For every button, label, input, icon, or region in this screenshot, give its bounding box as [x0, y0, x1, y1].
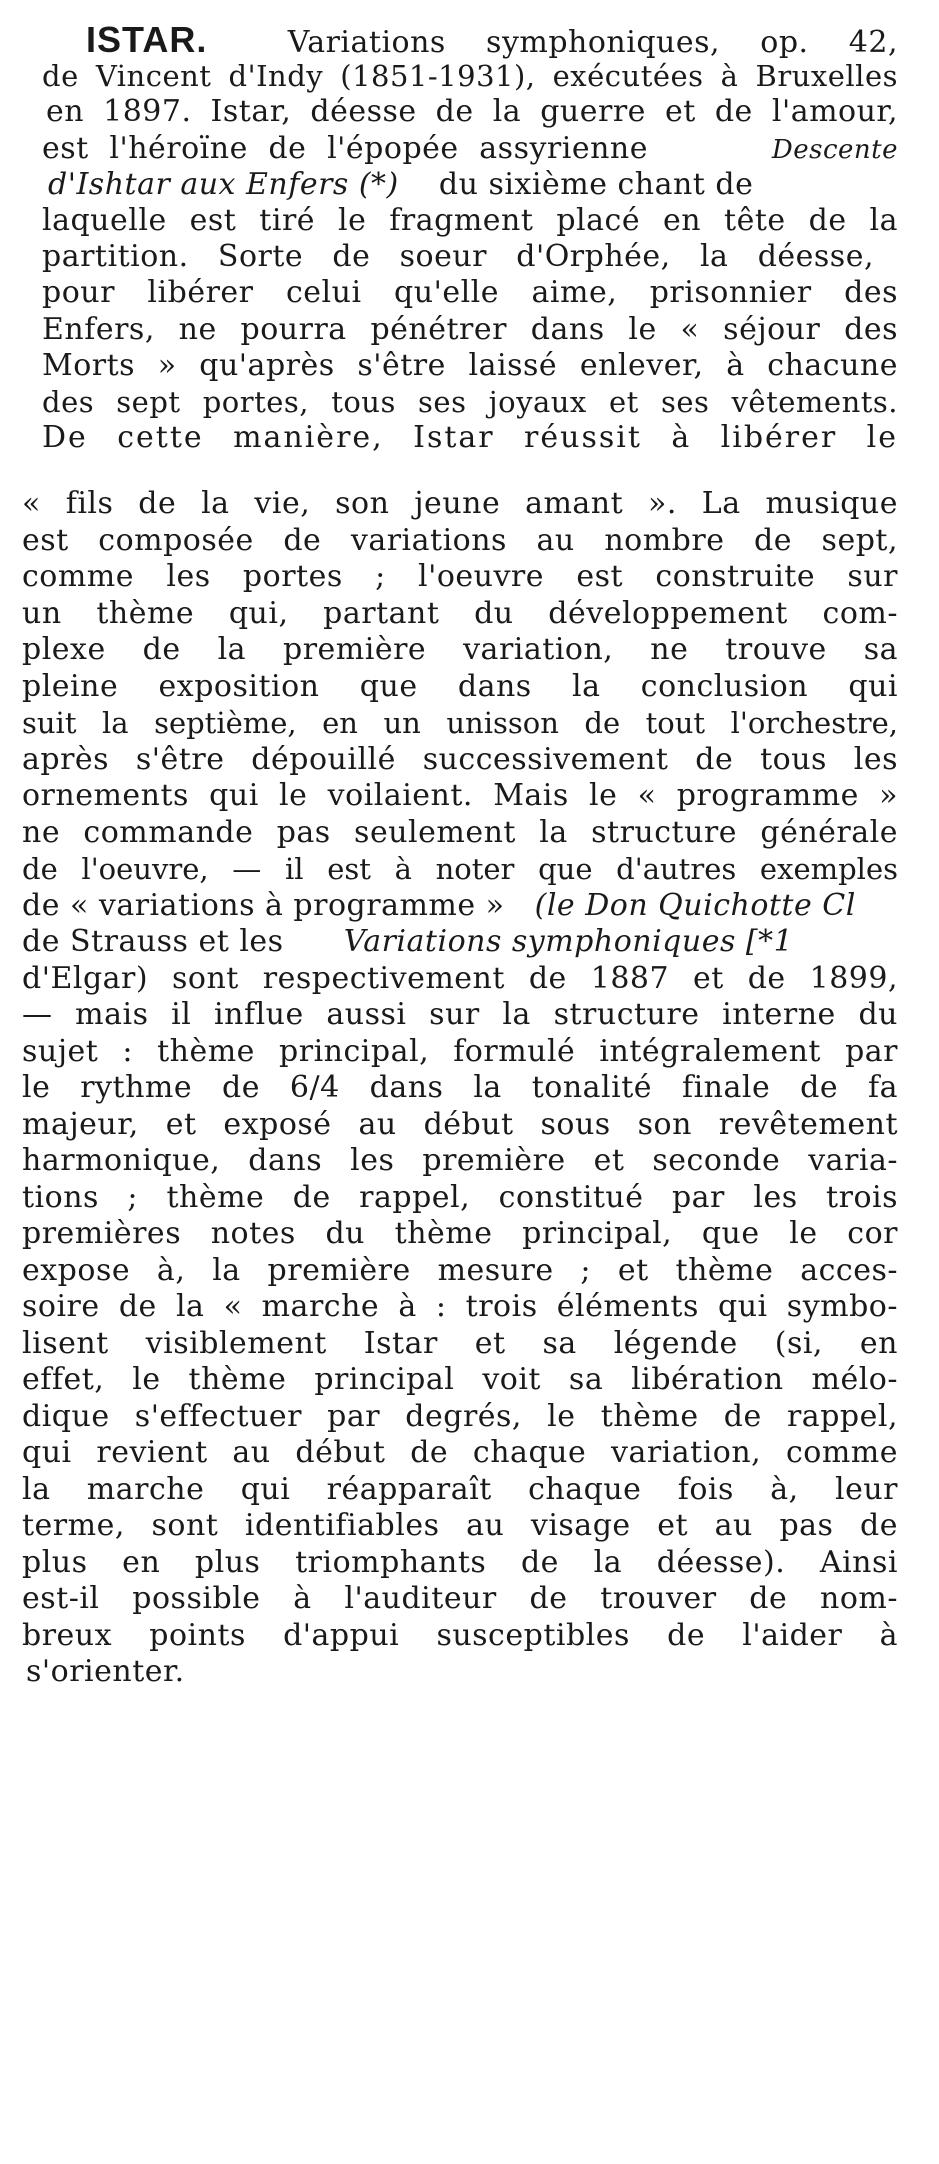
text-line: après s'être dépouillé successivement de tous les [22, 741, 898, 777]
text-line [22, 924, 898, 961]
text-line: — mais il influe aussi sur la structure interne du [22, 997, 898, 1032]
text-line: suit la septième, en un unisson de tout l'orchestre, [22, 706, 898, 740]
text-line [22, 888, 898, 925]
text-line: un thème qui, partant du développement com- [22, 595, 898, 631]
text-line: De cette manière, Istar réussit à libérer le [42, 420, 898, 456]
text-line: effet, le thème principal voit sa libération mélo- [22, 1362, 898, 1397]
text-line: Morts » qu'après s'être laissé enlever, à chacune [42, 347, 898, 383]
text-line: d'Elgar) sont respectivement de 1887 et de 1899, [22, 960, 898, 996]
text-line: ne commande pas seulement la structure générale [22, 814, 898, 850]
text-segment: de Strauss et les [22, 924, 284, 959]
text-line: terme, sont identifiables au visage et au pas de [22, 1508, 898, 1543]
italic-segment: (le Don Quichotte Cl [534, 887, 856, 923]
text-line: plus en plus triomphants de la déesse). Ainsi [22, 1544, 898, 1580]
text-line [42, 19, 898, 60]
text-line: le rythme de 6/4 dans la tonalité finale de fa [22, 1070, 898, 1105]
text-line: majeur, et exposé au début sous son revêtement [22, 1106, 898, 1142]
text-line: qui revient au début de chaque variation, comme [22, 1435, 898, 1470]
text-line: sujet : thème principal, formulé intégralement par [22, 1033, 898, 1069]
text-line: laquelle est tiré le fragment placé en tête de la [42, 202, 898, 238]
text-line: breux points d'appui susceptibles de l'aider à [22, 1617, 898, 1653]
text-line: la marche qui réapparaît chaque fois à, leur [22, 1471, 898, 1507]
text-line: expose à, la première mesure ; et thème acces- [22, 1252, 898, 1288]
text-line: lisent visiblement Istar et sa légende (si, en [22, 1325, 898, 1361]
text-line: pleine exposition que dans la conclusion qui [22, 668, 898, 704]
text-line [42, 167, 898, 203]
text-line: pour libérer celui qu'elle aime, prisonnier des [42, 275, 898, 311]
text-segment: du sixième chant de [438, 166, 754, 202]
text-line: soire de la « marche à : trois éléments qui symbo- [22, 1289, 898, 1324]
text-line: est composée de variations au nombre de sept, [22, 522, 898, 558]
text-line: premières notes du thème principal, que le cor [22, 1216, 898, 1251]
text-line: tions ; thème de rappel, constitué par les trois [22, 1179, 898, 1215]
headword: ISTAR. [86, 19, 208, 60]
paragraph-block-1 [42, 19, 898, 456]
text-line: harmonique, dans les première et seconde varia- [22, 1143, 898, 1178]
text-line: ornements qui le voilaient. Mais le « programme » [22, 778, 898, 813]
text-line: « fils de la vie, son jeune amant ». La musique [22, 486, 898, 521]
italic-segment: Descente [771, 134, 898, 165]
text-line: Enfers, ne pourra pénétrer dans le « séjour des [42, 311, 898, 347]
text-line: de Vincent d'Indy (1851-1931), exécutées à Bruxelles [42, 59, 898, 94]
text-line: des sept portes, tous ses joyaux et ses vêtements. [42, 384, 898, 419]
text-line [42, 131, 898, 167]
text-line: est-il possible à l'auditeur de trouver de nom- [22, 1581, 898, 1616]
text-segment: est l'héroïne de l'épopée assyrienne [42, 130, 649, 166]
text-segment: Variations symphoniques, op. 42, [287, 25, 898, 60]
text-segment: de « variations à programme » [22, 887, 505, 923]
text-line: de l'oeuvre, — il est à noter que d'autres exemples [22, 852, 898, 886]
paragraph-block-2 [22, 486, 898, 1691]
italic-segment: Variations symphoniques [*1 [343, 924, 794, 959]
text-line: dique s'effectuer par degrés, le thème de rappel, [22, 1398, 898, 1434]
text-line: s'orienter. [26, 1654, 185, 1689]
text-line: en 1897. Istar, déesse de la guerre et de l'amour, [46, 94, 898, 130]
text-line: plexe de la première variation, ne trouve sa [22, 632, 898, 667]
text-line: partition. Sorte de soeur d'Orphée, la déesse, [42, 239, 874, 275]
text-line: comme les portes ; l'oeuvre est construite sur [22, 559, 898, 594]
italic-segment: d'Ishtar aux Enfers (*) [48, 166, 399, 202]
